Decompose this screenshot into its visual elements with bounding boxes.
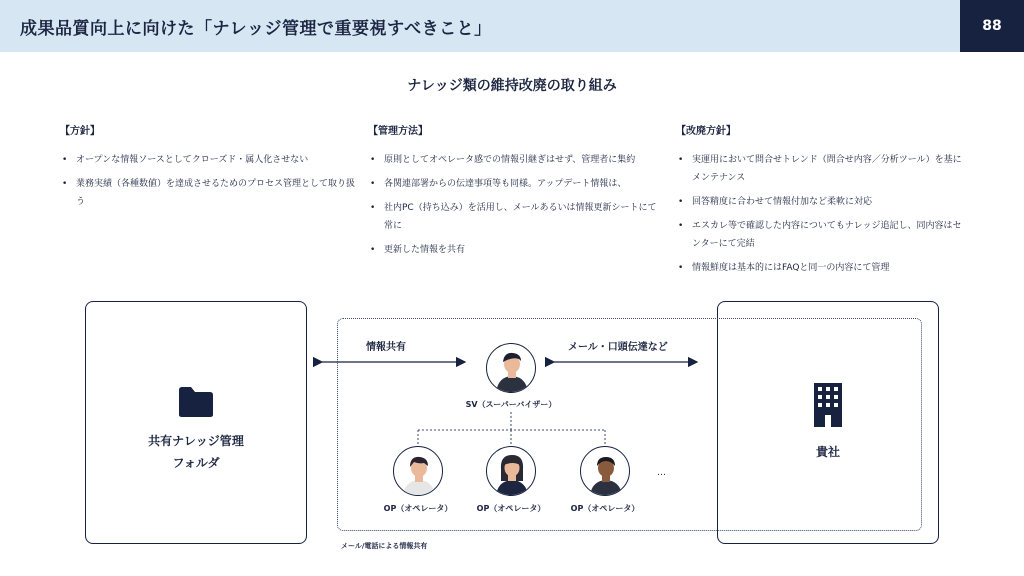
- list-item: • 更新した情報を共有: [368, 241, 658, 259]
- policy-heading: 【方針】: [60, 126, 100, 137]
- list-item: • 業務実績（各種数値）を達成させるためのプロセス管理として取り扱う: [60, 175, 360, 211]
- more-operators-ellipsis: …: [657, 468, 666, 478]
- shared-folder-label-line2: フォルダ: [172, 456, 220, 470]
- list-item: • 原則としてオペレータ感での情報引継ぎはせず、管理者に集約: [368, 151, 658, 169]
- person-icon: [487, 447, 536, 496]
- client-company-label: 貴社: [815, 445, 840, 459]
- person-icon: [487, 344, 536, 393]
- operator-avatar: [486, 446, 536, 496]
- communication-label: メール・口頭伝達など: [568, 342, 668, 353]
- person-icon: [581, 447, 630, 496]
- list-item: • 情報鮮度は基本的にはFAQと同一の内容にて管理: [676, 259, 966, 277]
- person-icon: [394, 447, 443, 496]
- list-item: • 社内PC（持ち込み）を活用し、メールあるいは情報更新シートにて常に: [368, 199, 658, 235]
- operator-label: OP（オペレータ）: [383, 504, 453, 513]
- shared-folder-label-line1: 共有ナレッジ管理: [148, 434, 244, 448]
- revision-heading: 【改廃方針】: [676, 126, 736, 137]
- supervisor-label: SV（スーパーバイザー）: [465, 400, 557, 409]
- info-sharing-label: 情報共有: [366, 342, 406, 353]
- list-item: • 各関連部署からの伝達事項等も同様。アップデート情報は、: [368, 175, 658, 193]
- operator-avatar: [393, 446, 443, 496]
- building-icon: [814, 383, 842, 427]
- bottom-note: メール/電話による情報共有: [341, 542, 428, 550]
- management-heading: 【管理方法】: [368, 126, 428, 137]
- list-item: • 実運用において問合せトレンド（問合せ内容／分析ツール）を基にメンテナンス: [676, 151, 966, 187]
- folder-icon: [177, 385, 215, 419]
- list-item: • エスカレ等で確認した内容についてもナレッジ追記し、同内容はセンターにて完結: [676, 217, 966, 253]
- shared-folder-label: [85, 430, 307, 474]
- operator-avatar: [580, 446, 630, 496]
- operator-label: OP（オペレータ）: [570, 504, 640, 513]
- section-subtitle: ナレッジ類の維持改廃の取り組み: [407, 78, 617, 94]
- supervisor-avatar: [486, 343, 536, 393]
- page-number: 88: [960, 0, 1024, 52]
- operator-label: OP（オペレータ）: [476, 504, 546, 513]
- list-item: • 回答精度に合わせて情報付加など柔軟に対応: [676, 193, 966, 211]
- page-title: 成果品質向上に向けた「ナレッジ管理で重要視すべきこと」: [20, 19, 492, 39]
- list-item: • オープンな情報ソースとしてクローズド・属人化させない: [60, 151, 360, 169]
